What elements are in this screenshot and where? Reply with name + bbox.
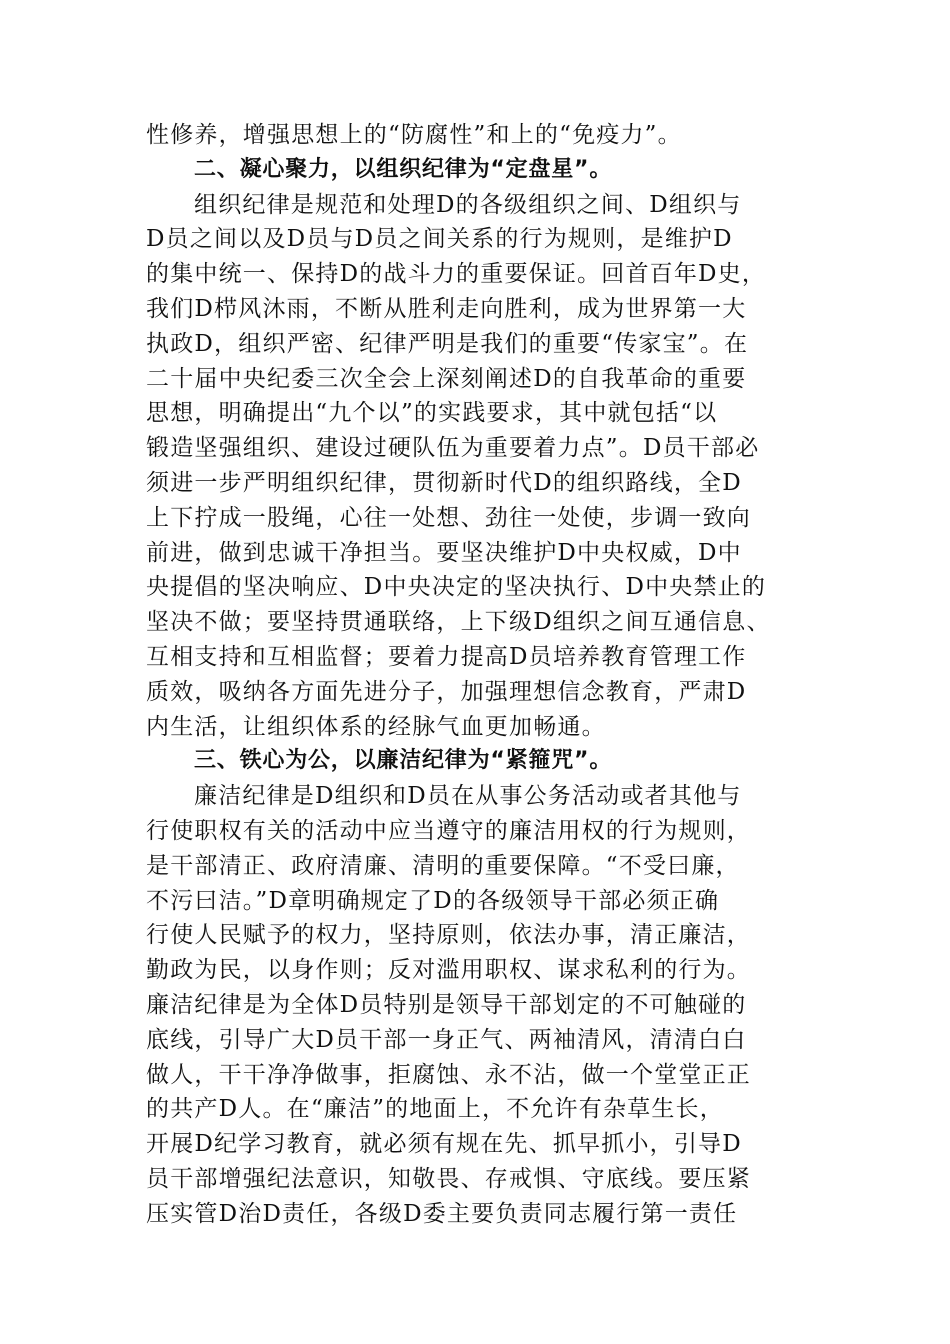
- text-line: 思想，明确提出“九个以”的实践要求，其中就包括“以: [146, 400, 718, 427]
- text-line: 二十届中央纪委三次全会上深刻阐述D的自我革命的重要: [146, 365, 747, 392]
- text-line: 行使职权有关的活动中应当遵守的廉洁用权的行为规则，: [146, 817, 751, 844]
- text-line: 内生活，让组织体系的经脉气血更加畅通。: [146, 713, 606, 740]
- text-line: 上下拧成一股绳，心往一处想、劲往一处使，步调一致向: [146, 504, 751, 531]
- text-line: 执政D，组织严密、纪律严明是我们的重要“传家宝”。在: [146, 330, 749, 357]
- text-line: 压实管D治D责任，各级D委主要负责同志履行第一责任: [146, 1200, 738, 1227]
- text-line: 的集中统一、保持D的战斗力的重要保证。回首百年D史，: [146, 261, 767, 288]
- text-line: 廉洁纪律是为全体D员特别是领导干部划定的不可触碰的: [146, 991, 747, 1018]
- text-line: 做人，干干净净做事，拒腐蚀、永不沾，做一个堂堂正正: [146, 1061, 751, 1088]
- text-line: 我们D栉风沐雨，不断从胜利走向胜利，成为世界第一大: [146, 295, 747, 322]
- section-heading: 三、铁心为公，以廉洁纪律为“紧箍咒”。: [194, 748, 613, 774]
- text-line: 行使人民赋予的权力，坚持原则，依法办事，清正廉洁，: [146, 922, 751, 949]
- text-line: 前进，做到忠诚干净担当。要坚决维护D中央权威，D中: [146, 539, 742, 566]
- section-heading: 二、凝心聚力，以组织纪律为“定盘星”。: [194, 156, 613, 182]
- text-line: 底线，引导广大D员干部一身正气、两袖清风，清清白白: [146, 1026, 747, 1053]
- text-line: 性修养，增强思想上的“防腐性”和上的“免疫力”。: [146, 122, 682, 148]
- text-line: 廉洁纪律是D组织和D员在从事公务活动或者其他与: [194, 783, 742, 810]
- text-line: 央提倡的坚决响应、D中央决定的坚决执行、D中央禁止的: [146, 574, 767, 601]
- text-line: 组织纪律是规范和处理D的各级组织之间、D组织与: [194, 191, 742, 218]
- text-line: 质效，吸纳各方面先进分子，加强理想信念教育，严肃D: [146, 678, 747, 705]
- text-line: 须进一步严明组织纪律，贯彻新时代D的组织路线，全D: [146, 469, 742, 496]
- text-line: 坚决不做；要坚持贯通联络，上下级D组织之间互通信息、: [146, 609, 771, 636]
- text-line: 的共产D人。在“廉洁”的地面上，不允许有杂草生长，: [146, 1096, 724, 1123]
- text-line: 勤政为民，以身作则；反对滥用职权、谋求私利的行为。: [146, 957, 751, 984]
- text-line: 员干部增强纪法意识，知敬畏、存戒惧、守底线。要压紧: [146, 1165, 751, 1192]
- text-line: D员之间以及D员与D员之间关系的行为规则，是维护D: [146, 226, 733, 253]
- document-body: [146, 118, 822, 1232]
- text-line: 锻造坚强组织、建设过硬队伍为重要着力点”。D员干部必: [146, 435, 760, 462]
- text-line: 不污曰洁。”D章明确规定了D的各级领导干部必须正确: [146, 887, 720, 914]
- text-line: 是干部清正、政府清廉、清明的重要保障。“不受曰廉，: [146, 852, 740, 879]
- text-line: 互相支持和互相监督；要着力提高D员培养教育管理工作: [146, 643, 747, 670]
- text-line: 开展D纪学习教育，就必须有规在先、抓早抓小，引导D: [146, 1131, 742, 1158]
